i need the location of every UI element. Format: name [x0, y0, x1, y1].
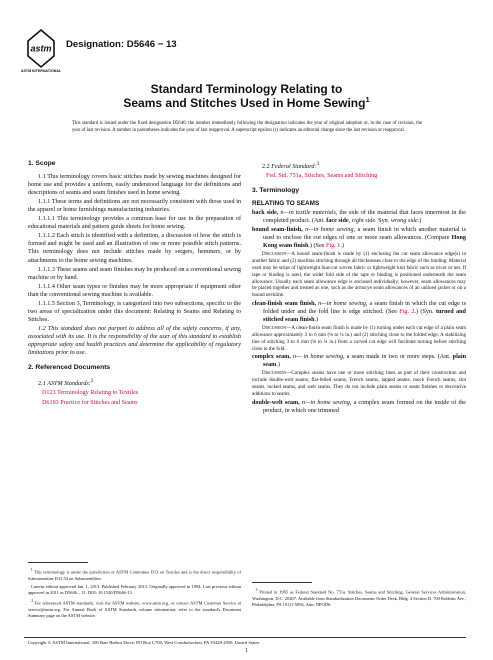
term-definition: .) (See [308, 243, 325, 250]
footnote-1-edition-text: Current edition approved Jan. 1, 2013. Published February 2013. Originally approved in 1994. Last previous edition approved in 2011 as D5646 – 11. DOI: 10.1520/D5646-13. [28, 583, 242, 595]
term-reference: plain seam [263, 354, 466, 369]
term-definition: .) [276, 362, 280, 369]
footnote-1-text: This terminology is under the jurisdiction of ASTM Committee D13 on Textiles and is the direct responsibility of Subcommittee D13.54 on Subassemblies. [28, 569, 241, 581]
term-clean-finish [252, 300, 466, 324]
designation: Designation: D5646 − 13 [66, 39, 177, 50]
footnote-3 [252, 587, 466, 608]
paragraph-1-2-safety: 1.2 This standard does not purport to address all of the safety concerns, if any, associated with its use. It is the responsibility of the user of this standard to establish appropriate safety and health practices and determine the applicability of regulatory limitations prior to use. [28, 325, 241, 357]
footnotes-left [28, 562, 241, 621]
title-line-1: Standard Terminology Relating to [150, 82, 343, 96]
footnote-1-edition [28, 584, 241, 596]
section-heading-referenced: 2. Referenced Documents [28, 364, 111, 372]
discussion-bound-seam [252, 251, 466, 299]
term-definition: .) [314, 317, 319, 324]
footer-divider [24, 637, 466, 638]
term-definition: .) [340, 243, 344, 250]
figure-link[interactable]: Fig. 1 [325, 243, 341, 250]
footnote-3-mark: 3 [255, 588, 258, 592]
reference-d123[interactable] [42, 389, 241, 397]
intro-note: This standard is issued under the fixed designation D5646; the number immediately following the designation indicates the year of original adoption or, in the case of revision, the year of last revision. A number in parentheses indicates the year of last reapproval. A superscript epsilon (ε) indicates an editorial change since the last revision or reapproval. [72, 121, 422, 133]
term-reference: face side [326, 218, 349, 225]
footnote-divider [28, 562, 88, 563]
term-word: back side, [252, 210, 279, 217]
federal-standard-title: Federal Standard: [271, 164, 317, 171]
federal-standard-link[interactable]: Fed. Std. 751a, Stitches, Seams and Stitching [266, 173, 378, 180]
term-complex-seam [252, 353, 466, 369]
term-double-welt-seam [252, 399, 466, 415]
astm-standards-footnote-mark: 2 [90, 378, 94, 385]
term-definition: .) (Syn. [414, 309, 434, 316]
paragraph-1-1-1: 1.1.1 These terms and definitions are not necessarily consistent with those used in the apparel or home furnishings manufacturing industries. [28, 199, 241, 214]
term-domain: n— in home sewing, [292, 354, 345, 361]
footnote-3-text: Printed in 1965 as Federal Standard No. 751a. Stitches, Seams and Stitching, General Services Administration, Washington, D.C. 20407. Available from Standardization Documents Order Desk, Bldg. 4 Section D, 700 Robbins Ave., Philadelphia, PA 19111-5094, Attn: NPODS. [252, 589, 467, 607]
title-footnote-mark: 1 [365, 95, 370, 104]
footnote-1-mark: 1 [30, 568, 33, 572]
term-definition: .) [417, 218, 422, 225]
term-bound-seam-finish [252, 226, 466, 250]
reference-code[interactable]: D123 [42, 390, 56, 397]
discussion-clean-finish [252, 325, 466, 352]
footnote-1 [28, 567, 241, 582]
federal-standard-footnote-mark: 3 [316, 161, 320, 167]
footnote-2-mark: 2 [31, 599, 34, 604]
term-reference: wrong side [390, 218, 418, 225]
term-back-side [252, 209, 466, 225]
copyright-line: Copyright © ASTM International, 100 Barr Harbor Drive, PO Box C700, West Conshohocken, PA 19428-2959. United States [28, 640, 260, 645]
paragraph-1-1-1-4: 1.1.1.4 Other seam types or finishes may be more appropriate if equipment other than the conventional sewing machine is available. [28, 283, 241, 298]
discussion-label: Discussion [262, 325, 287, 332]
term-word: double-welt seam, [252, 399, 300, 406]
paragraph-1-1: 1.1 This terminology covers basic stitches made by sewing machines designed for home use and provides a uniform, easily understood language for the definitions and descriptions of seams and seam finishes used in home sewing. [28, 174, 241, 197]
paragraph-1-1-1-1: 1.1.1.1 This terminology provides a common base for use in the preparation of educational materials and pattern guide sheets for home sewing. [28, 216, 241, 231]
title-line-2-text: Seams and Stitches Used in Home Sewing [123, 96, 366, 110]
discussion-text: —A clean-finish seam finish is made by (1) turning under each cut edge of a plain seam allowance approximately 3 to 6 mm (⅛ to ¼ in.) and (2) stitching close to the folded edge. A stabilizing line of stitching 3 to 6 mm (⅛ to ¼ in.) from a curved cut edge will facilitate turning before stitching close to the fold. [252, 325, 466, 352]
term-definition: a seam made in two or more steps. (Ant. [346, 354, 451, 361]
term-reference: right side [351, 218, 376, 225]
term-reference: Hong Kong seam finish [263, 235, 466, 250]
footnotes-right [252, 582, 466, 610]
reference-title[interactable]: Terminology Relating to Textiles [57, 390, 139, 397]
reference-code[interactable]: D6193 [42, 400, 59, 407]
term-domain: n—in home sewing, [318, 301, 368, 308]
subsection-heading-seams: RELATING TO SEAMS [252, 200, 320, 208]
reference-title[interactable]: Practice for Stitches and Seams [60, 400, 138, 407]
discussion-complex-seam [252, 370, 466, 397]
left-column [28, 160, 241, 409]
footnote-divider [252, 582, 312, 583]
term-word: bound seam-finish, [252, 227, 303, 234]
discussion-label: Discussion [262, 370, 287, 377]
discussion-text: —Complex seams have one or more stitching lines as part of their construction and include double-welt seams, flat-felled seams, French seams, lapped seams, mock French seams, slot seams, tucked seams, and welt seams. They do not include plain seams or seam finishes or decorative additions to seams. [252, 370, 466, 397]
term-definition: a seam finish in which the cut edge is folded under and the fold line is edge stitched. (See [263, 301, 466, 316]
logo-caption: ASTM INTERNATIONAL [20, 69, 62, 73]
federal-standard-number: 2.2 [262, 164, 272, 171]
term-domain: n—in textile materials, [280, 210, 338, 217]
term-definition: a complex seam formed on the inside of the product, in which one trimmed [263, 399, 466, 414]
svg-text:astm: astm [30, 43, 52, 54]
title-line-2 [0, 96, 493, 111]
term-definition: the side of the material that faces innermost in the completed product. (Ant. [263, 210, 466, 225]
paragraph-1-1-1-3: 1.1.1.3 These seams and seam finishes may be produced on a conventional sewing machine or by hand. [28, 266, 241, 281]
reference-d6193[interactable] [42, 399, 241, 407]
right-column [252, 160, 466, 416]
page-number: 1 [244, 648, 249, 654]
term-definition: , [348, 218, 351, 225]
figure-link[interactable]: Fig. 2 [399, 309, 415, 316]
paragraph-1-1-1-5: 1.1.1.5 Section 3, Terminology, is categorized into two subsections, specific to the two areas of specialization under this document: Relating to Seams and Relating to Stitches. [28, 300, 241, 323]
term-reference: turned and stitched seam finish [263, 309, 466, 324]
term-word: complex seam, [252, 354, 291, 361]
footnote-2-text: For referenced ASTM standards, visit the ASTM website, www.astm.org, or contact ASTM Customer Service at service@astm.org. For Annual Book of ASTM Standards volume information, refer to the standard's Document Summary page on the ASTM website. [28, 600, 242, 618]
astm-standards-number: 2.1 [38, 381, 48, 388]
astm-standards-label [28, 377, 241, 388]
astm-standards-title: ASTM Standards: [47, 381, 91, 388]
paragraph-1-1-1-2: 1.1.1.2 Each stitch is identified with a definition, a discussion of how the stitch is formed and might be used and an illustration of one or more possible stitch patterns. This terminology does not include stitches made by sergers, hemmers, or by attachments to the home sewing machines. [28, 233, 241, 264]
section-heading-scope: 1. Scope [28, 160, 56, 167]
discussion-label: Discussion [262, 251, 287, 258]
astm-logo [20, 29, 62, 73]
section-heading-terminology: 3. Terminology [252, 187, 300, 195]
footnote-2 [28, 598, 241, 619]
term-definition: . Syn. [375, 218, 390, 225]
term-definition: a seam finish in which another material is used to enclose the cut edges of one or more seam allowances. (Compare [263, 227, 466, 242]
term-domain: n—in home sewing, [305, 227, 356, 234]
discussion-text: —A bound seam-finish is made by (1) enclosing the cut seam allowance edge(s) in another fabric and (2) machine stitching through all thicknesses close to the edge of the binding. Material used may be strips of lightweight bias-cut woven fabric or lightweight knit fabric such as tricot or net. If tape or binding is used, the wider fold side of the tape or binding is positioned underneath the seam allowance. Usually each seam allowance edge is enclosed individually; however, seam allowances may be placed together and treated as one, such as the armscye seam allowances of an unlined jacket or on a bound neckline. [252, 251, 466, 299]
federal-standard-reference[interactable] [266, 172, 466, 180]
term-domain: n—in home sewing, [301, 399, 352, 406]
term-word: clean-finish seam finish, [252, 301, 317, 308]
federal-standard-label [252, 160, 466, 171]
